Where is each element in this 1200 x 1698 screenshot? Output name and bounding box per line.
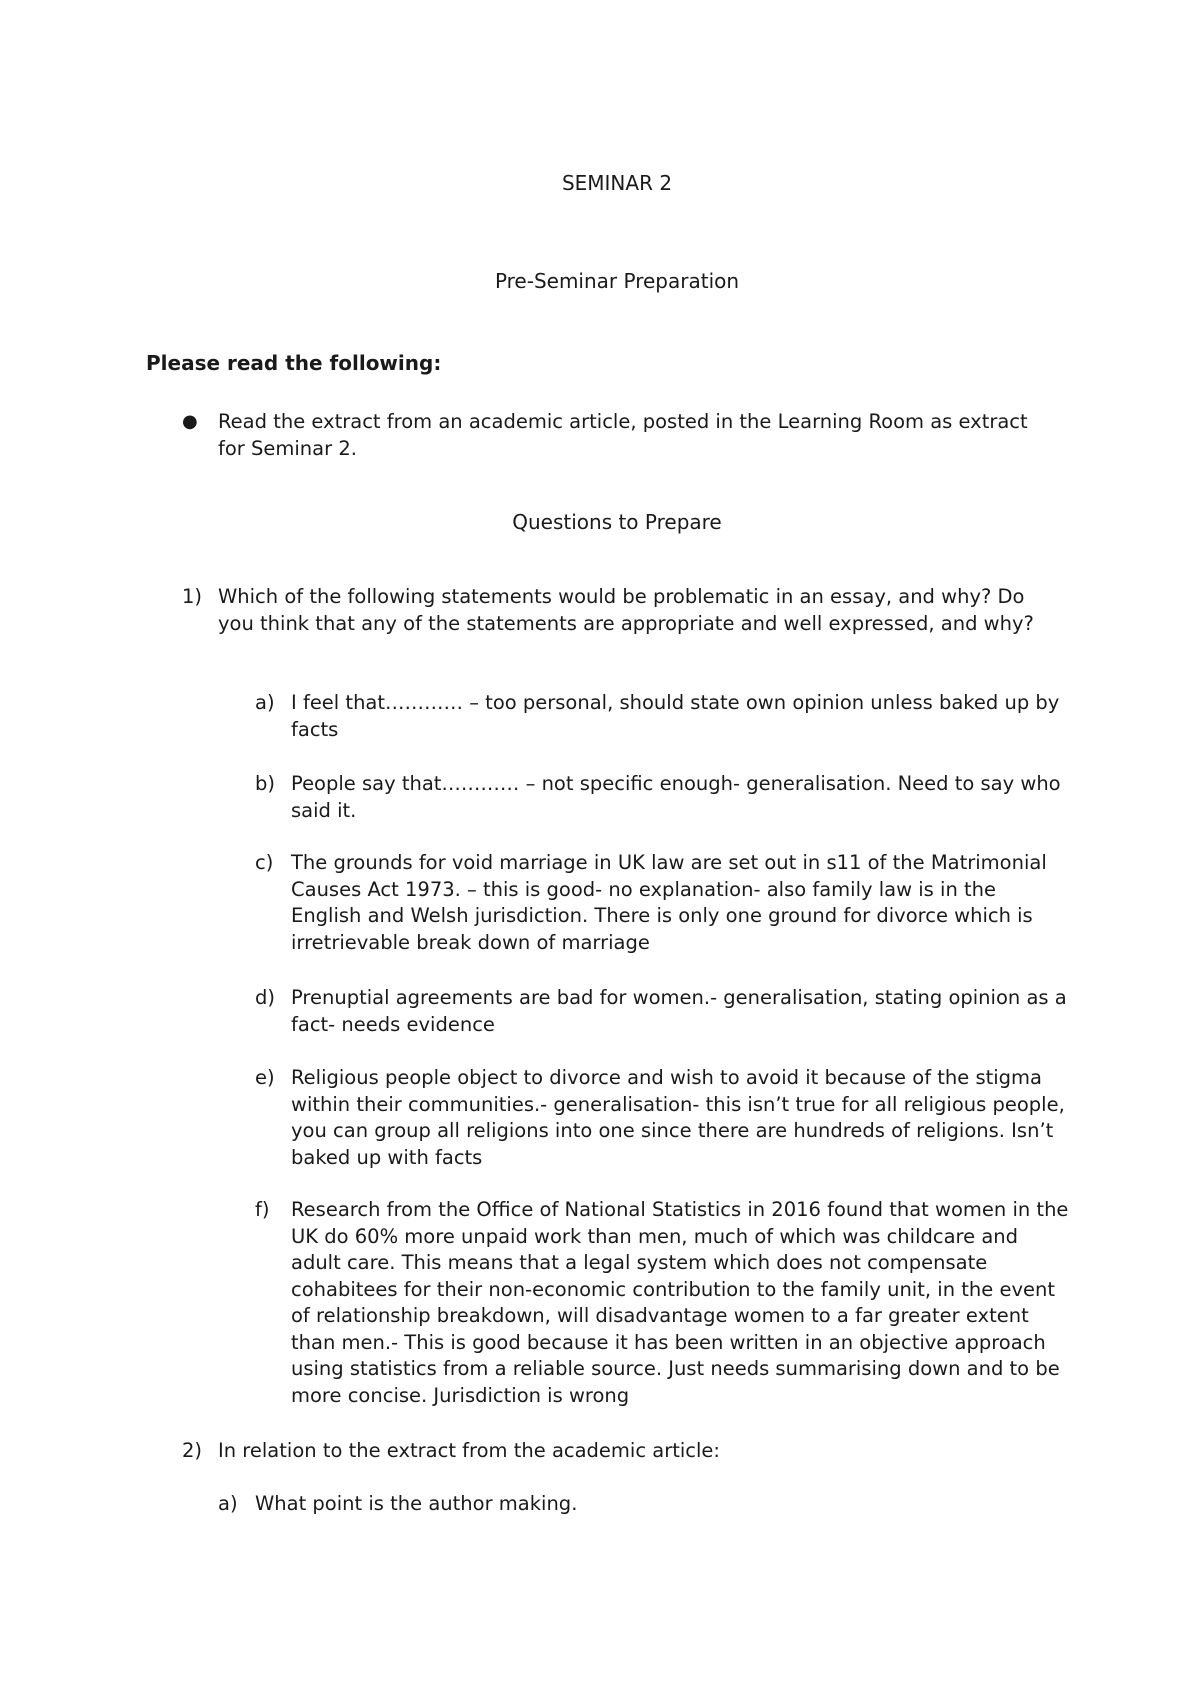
document-title: SEMINAR 2 xyxy=(561,171,673,195)
question-2a-marker: a) xyxy=(218,1492,238,1515)
question-1-marker: 1) xyxy=(182,585,203,608)
question-1a-text: I feel that………… – too personal, should state own opinion unless baked up by facts xyxy=(291,691,1060,741)
question-2-marker: 2) xyxy=(182,1439,203,1462)
questions-heading: Questions to Prepare xyxy=(512,510,722,534)
question-1d-marker: d) xyxy=(255,986,275,1009)
question-1c-marker: c) xyxy=(255,851,274,874)
question-1c-text: The grounds for void marriage in UK law are set out in s11 of the Matrimonial Causes Act 1973. – this is good- no explanation- also family law is in the English and Welsh jurisdiction. There is only one ground for divorce which is irretrievable break down of marriage xyxy=(291,851,1047,954)
question-1e-marker: e) xyxy=(255,1066,275,1089)
reading-item: Read the extract from an academic article, posted in the Learning Room as extract for Seminar 2. xyxy=(218,410,1028,460)
question-1f-text: Research from the Office of National Statistics in 2016 found that women in the UK do 60% more unpaid work than men, much of which was childcare and adult care. This means that a legal system which does not compensate cohabitees for their non-economic contribution to the family unit, in the event of relationship breakdown, will disadvantage women to a far greater extent than men.- This is good because it has been written in an objective approach using statistics from a reliable source. Just needs summarising down and to be more concise. Jurisdiction is wrong xyxy=(291,1198,1069,1407)
question-2a-text: What point is the author making. xyxy=(255,1492,578,1515)
question-2-text: In relation to the extract from the academic article: xyxy=(218,1439,721,1462)
question-1a-marker: a) xyxy=(255,691,275,714)
read-heading: Please read the following: xyxy=(146,351,442,375)
document-subtitle: Pre-Seminar Preparation xyxy=(494,269,740,293)
question-1b-text: People say that………… – not specific enough- generalisation. Need to say who said it. xyxy=(291,772,1061,822)
question-1b-marker: b) xyxy=(255,772,275,795)
question-1f-marker: f) xyxy=(255,1198,270,1221)
question-1d-text: Prenuptial agreements are bad for women.- generalisation, stating opinion as a fact- needs evidence xyxy=(291,986,1067,1036)
bullet-icon: ● xyxy=(182,411,198,432)
question-1e-text: Religious people object to divorce and wish to avoid it because of the stigma within their communities.- generalisation- this isn’t true for all religious people, you can group all religions into one since there are hundreds of religions. Isn’t baked up with facts xyxy=(291,1066,1065,1169)
question-1-text: Which of the following statements would be problematic in an essay, and why? Do you think that any of the statements are appropriate and well expressed, and why? xyxy=(218,585,1034,635)
